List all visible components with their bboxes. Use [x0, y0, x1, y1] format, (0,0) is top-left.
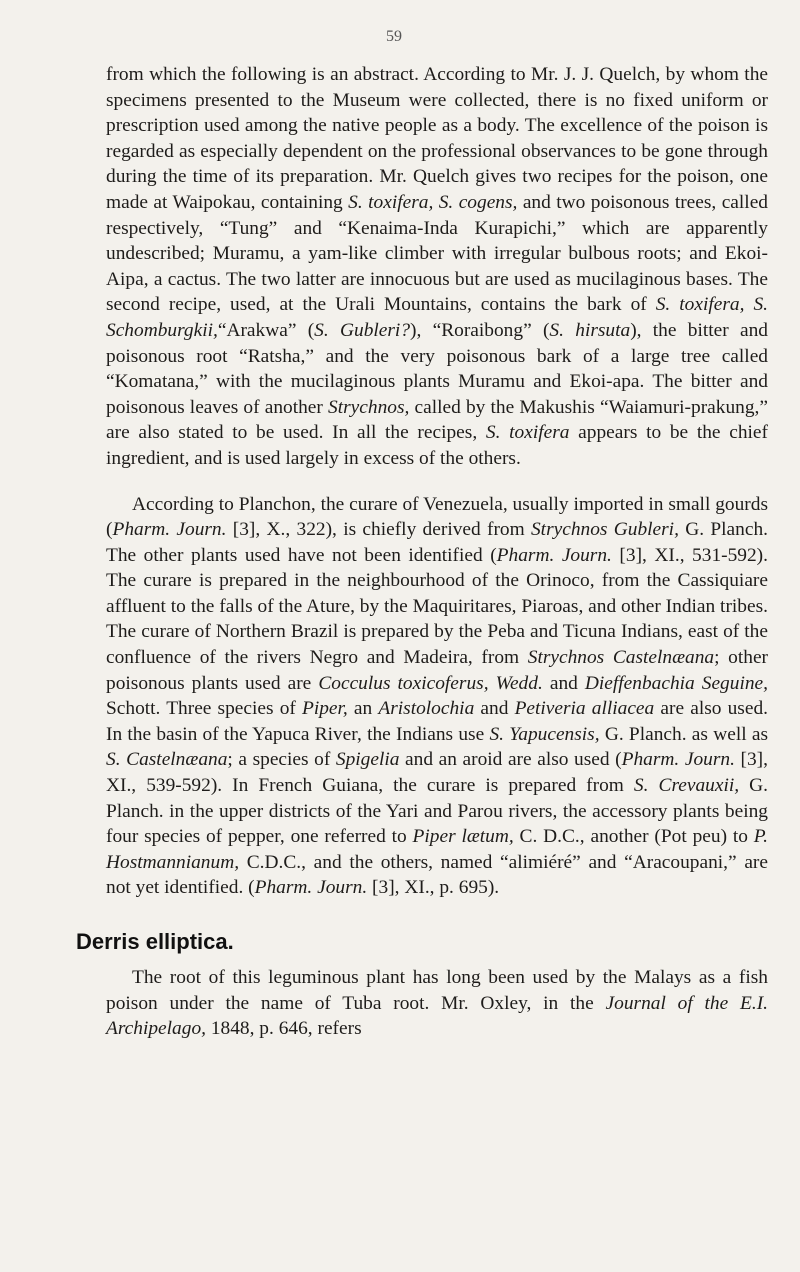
text-run: 1848, p. 646, refers [205, 1018, 362, 1040]
text-run: an [347, 698, 379, 720]
text-run: Schott. Three species of [106, 698, 302, 720]
text-run: [3], XI., 531-592). The curare is prepared in the neighbourhood of the Orinoco, from the Cassiquiare affluent to the falls of the Ature, by the Maquiritares, Piaroas, and other Indian tribes. The curare of Northern Brazil is prepared by the Peba and Ticuna Indians, east of the confluence of the rivers Negro and Madeira, from [106, 544, 768, 669]
italic-text-run: Pharm. Journ. [254, 877, 368, 899]
italic-text-run: Pharm. Journ. [112, 519, 227, 541]
text-run: [3], XI., p. 695). [367, 877, 500, 899]
text-run: and an aroid are also used ( [399, 749, 622, 771]
text-run: G. Planch. in the upper districts of the Yari and Parou rivers, the accessory plants being four species of pepper, one referred to [106, 775, 769, 848]
text-run: G. Planch. The other plants used have not been identified ( [106, 519, 768, 566]
text-run: ), “Roraibong” ( [410, 319, 550, 341]
italic-text-run: S. Crevauxii, [633, 775, 740, 797]
text-run: and [542, 672, 585, 694]
italic-text-run: S. Gubleri? [314, 319, 411, 341]
italic-text-run: Piper lætum, [412, 826, 514, 848]
text-run: “Arakwa” ( [217, 319, 315, 341]
text-column [76, 62, 769, 1042]
italic-text-run: S. toxifera [485, 422, 570, 444]
italic-text-run: Pharm. Journ. [496, 544, 612, 566]
paragraph-gap [106, 472, 768, 492]
text-run: [3], XI., 539-592). In French Guiana, the curare is prepared from [106, 749, 768, 797]
italic-text-run: Pharm. Journ. [621, 749, 735, 771]
italic-text-run: S. Yapucensis, [489, 723, 600, 745]
text-run: from which the following is an abstract. According to Mr. J. J. Quelch, by whom the specimens presented to the Museum were collected, there is no fixed uniform or prescription used among the native people as a body. The excellence of the poison is regarded as especially dependent on the professional observances to be gone through during the time of its preparation. Mr. Quelch gives two recipes for the poison, one made at Waipokau, containing [106, 64, 768, 213]
text-run: ), the bitter and poisonous root “Ratsha,” and the very poisonous bark of a large tree called “Komatana,” with the mucilaginous plants Muramu and Ekoi-apa. The bitter and poisonous leaves of another [106, 319, 768, 418]
italic-text-run: Petiveria alliacea [514, 698, 655, 720]
italic-text-run: Piper, [302, 698, 348, 720]
italic-text-run: P. Hostmannianum, [106, 826, 768, 873]
italic-text-run: Strychnos Castelnæana [527, 647, 715, 669]
text-run: are also used. In the basin of the Yapuca River, the Indians use [106, 698, 768, 745]
paragraph-gap [106, 901, 768, 927]
italic-text-run: Aristolochia [378, 698, 475, 720]
text-run: [3], X., 322), is chiefly derived from [226, 519, 531, 541]
text-run: called by the Makushis “Waiamuri-prakung,” are also stated to be used. In all the recipes, [106, 396, 768, 444]
italic-text-run: S. toxifera, S. Schomburgkii, [106, 294, 768, 341]
italic-text-run: Strychnos, [328, 396, 410, 418]
text-run: According to Planchon, the curare of Venezuela, usually imported in small gourds ( [106, 493, 768, 541]
text-run: C.D.C., and the others, named “alimiéré” and “Aracoupani,” are not yet identified. ( [106, 851, 768, 899]
section-heading: Derris elliptica. [76, 929, 234, 954]
italic-text-run: Cocculus toxicoferus, Wedd. [318, 672, 543, 694]
italic-text-run: S. toxifera, S. cogens, [348, 191, 518, 213]
italic-text-run: Spigelia [335, 749, 400, 771]
page-number: 59 [386, 28, 402, 45]
text-run: C. D.C., another (Pot peu) to [513, 826, 754, 848]
italic-text-run: Dieffenbachia Seguine, [584, 672, 768, 694]
italic-text-run: S. hirsuta [549, 319, 631, 341]
text-run: ; a species of [227, 749, 336, 771]
text-run: appears to be the chief ingredient, and is used largely in excess of the others. [106, 422, 768, 469]
italic-text-run: S. Castelnæana [106, 749, 228, 771]
text-run: and two poisonous trees, called respectively, “Tung” and “Kenaima-Inda Kurapichi,” which are apparently undescribed; Muramu, a yam-like climber with irregular bulbous roots; and Ekoi-Aipa, a cactus. The two latter are innocuous but are used as mucilaginous bases. The second recipe, used, at the Urali Mountains, contains the bark of [106, 191, 768, 316]
paragraph-planchon-curare [106, 492, 768, 902]
text-run: ; other poisonous plants used are [106, 647, 769, 694]
text-run: The root of this leguminous plant has long been used by the Malays as a fish poison under the name of Tuba root. Mr. Oxley, in the [106, 967, 768, 1014]
italic-text-run: Journal of the E.I. Archipelago, [106, 992, 768, 1040]
paragraph-quelch-recipes [106, 62, 768, 472]
italic-text-run: Strychnos Gubleri, [530, 519, 679, 541]
text-run: G. Planch. as well as [599, 723, 768, 745]
text-run: and [474, 698, 515, 720]
paragraph-derris [106, 965, 768, 1042]
